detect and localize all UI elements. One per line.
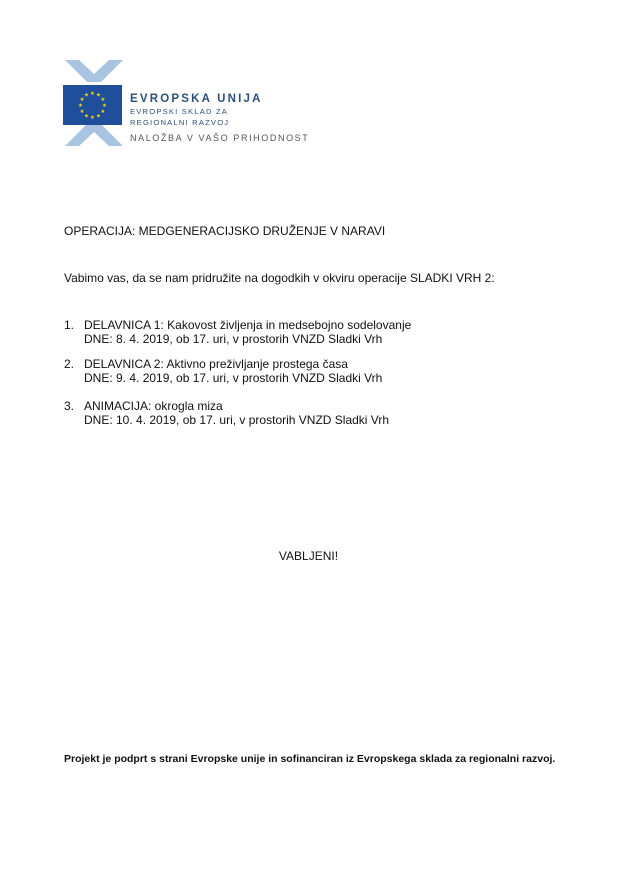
star-icon: ★ xyxy=(84,113,89,120)
logo-slogan: NALOŽBA V VAŠO PRIHODNOST xyxy=(130,133,310,143)
star-icon: ★ xyxy=(78,103,83,109)
star-icon: ★ xyxy=(79,97,85,103)
star-icon: ★ xyxy=(96,92,101,99)
item-number: 2. xyxy=(64,357,75,371)
star-icon: ★ xyxy=(102,103,107,109)
closing-text: VABLJENI! xyxy=(278,549,339,563)
event-title: ANIMACIJA: okrogla miza xyxy=(84,399,223,413)
logo-line-3: REGIONALNI RAZVOJ xyxy=(130,118,230,127)
item-number: 3. xyxy=(64,399,75,413)
event-date: DNE: 8. 4. 2019, ob 17. uri, v prostorih VNZD Sladki Vrh xyxy=(84,332,383,346)
star-icon: ★ xyxy=(96,113,101,120)
event-title: DELAVNICA 2: Aktivno preživljanje prostega časa xyxy=(84,357,348,371)
item-number: 1. xyxy=(64,318,75,332)
star-icon: ★ xyxy=(79,109,85,115)
eu-logo xyxy=(63,60,310,146)
star-icon: ★ xyxy=(84,92,89,99)
star-icon: ★ xyxy=(90,91,95,97)
event-title: DELAVNICA 1: Kakovost življenja in medsebojno sodelovanje xyxy=(84,318,412,332)
star-icon: ★ xyxy=(90,115,95,121)
eu-flag-icon xyxy=(63,85,122,125)
operation-title: OPERACIJA: MEDGENERACIJSKO DRUŽENJE V NARAVI xyxy=(64,224,386,238)
logo-line-2: EVROPSKI SKLAD ZA xyxy=(130,107,229,116)
invitation-intro: Vabimo vas, da se nam pridružite na dogodkih v okviru operacije SLADKI VRH 2: xyxy=(64,271,495,285)
funding-footer: Projekt je podprt s strani Evropske unije in sofinanciran iz Evropskega sklada za regionalni razvoj. xyxy=(64,753,556,765)
star-icon: ★ xyxy=(100,97,106,103)
event-date: DNE: 9. 4. 2019, ob 17. uri, v prostorih VNZD Sladki Vrh xyxy=(84,371,383,385)
logo-line-1: EVROPSKA UNIJA xyxy=(130,93,263,105)
star-icon: ★ xyxy=(100,109,106,115)
event-date: DNE: 10. 4. 2019, ob 17. uri, v prostorih VNZD Sladki Vrh xyxy=(84,413,390,427)
